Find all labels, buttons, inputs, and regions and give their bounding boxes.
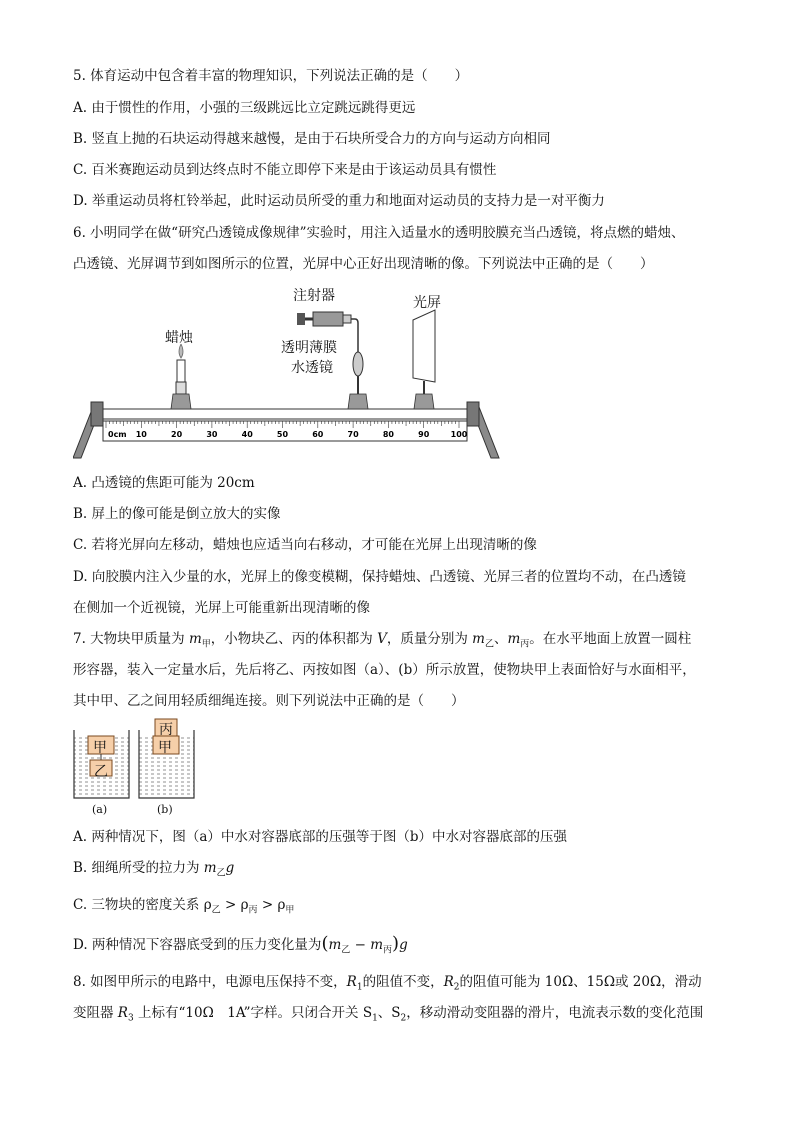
label-lens-line1: 透明薄膜: [281, 340, 337, 356]
caption-b: (b): [157, 803, 173, 816]
q5-stem: 5. 体育运动中包含着丰富的物理知识，下列说法正确的是（ ）: [73, 68, 469, 84]
q7-option-c: C. 三物块的密度关系 $\rho_乙 > \rho_丙 > \rho_甲$: [73, 897, 295, 916]
q7-option-a: A. 两种情况下，图（a）中水对容器底部的压强等于图（b）中水对容器底部的压强: [73, 829, 568, 845]
ruler-tick-label: 40: [241, 430, 253, 439]
label-bing: 丙: [159, 722, 173, 738]
q6-option-d-line1: D. 向胶膜内注入少量的水，光屏上的像变模糊，保持蜡烛、凸透镜、光屏三者的位置均不动，在凸透镜: [73, 569, 686, 585]
ruler-tick-label: 80: [382, 430, 394, 439]
optical-bench-figure: [73, 282, 503, 464]
label-lens-line2: 水透镜: [291, 360, 333, 376]
ruler-tick-label: 0cm: [108, 430, 127, 439]
label-jia-b: 甲: [158, 740, 172, 756]
q6-stem-line1: 6. 小明同学在做“研究凸透镜成像规律”实验时，用注入适量水的透明胶膜充当凸透镜，将点燃的蜡烛、: [73, 225, 685, 241]
label-yi: 乙: [94, 764, 108, 780]
q6-option-d-line2: 在侧加一个近视镜，光屏上可能重新出现清晰的像: [73, 600, 370, 616]
ruler-tick-label: 90: [418, 430, 430, 439]
ruler-tick-label: 20: [171, 430, 183, 439]
q8-stem-line2: 变阻器 $R_3$ 上标有“10Ω 1A”字样。只闭合开关 $S_1$、$S_2$，移动滑动变阻器的滑片，电流表示数的变化范围: [73, 1005, 704, 1024]
q6-option-c: C. 若将光屏向左移动，蜡烛也应适当向右移动，才可能在光屏上出现清晰的像: [73, 537, 537, 553]
ruler-tick-label: 30: [206, 430, 218, 439]
q6-option-a: A. 凸透镜的焦距可能为 20cm: [73, 475, 255, 491]
label-syringe: 注射器: [293, 288, 335, 304]
candle-drawing: [171, 344, 191, 409]
label-candle: 蜡烛: [165, 330, 193, 346]
q7-option-d: D. 两种情况下容器底受到的压力变化量为$(m_乙 - m_丙)g$: [73, 933, 408, 956]
q7-option-b: B. 细绳所受的拉力为 $m_乙g$: [73, 860, 235, 879]
q7-stem-line1: 7. 大物块甲质量为 $m_甲$，小物块乙、丙的体积都为 V，质量分别为 $m_乙$、$m_丙$。在水平地面上放置一圆柱: [73, 631, 692, 650]
ruler-tick-label: 70: [347, 430, 359, 439]
label-screen: 光屏: [413, 295, 441, 311]
ruler-tick-label: 100: [450, 430, 468, 439]
q5-option-c: C. 百米赛跑运动员到达终点时不能立即停下来是由于该运动员具有惯性: [73, 162, 497, 178]
screen-drawing: [413, 310, 435, 409]
containers-figure: [73, 716, 208, 820]
q5-option-b: B. 竖直上抛的石块运动得越来越慢，是由于石块所受合力的方向与运动方向相同: [73, 131, 551, 147]
caption-a: (a): [92, 803, 108, 816]
ruler-tick-label: 50: [276, 430, 289, 439]
q6-option-b: B. 屏上的像可能是倒立放大的实像: [73, 506, 281, 522]
ruler-tick-label: 60: [312, 430, 324, 439]
q7-stem-line3: 其中甲、乙之间用轻质细绳连接。则下列说法中正确的是（ ）: [73, 693, 465, 709]
q6-stem-line2: 凸透镜、光屏调节到如图所示的位置，光屏中心正好出现清晰的像。下列说法中正确的是（ ）: [73, 256, 654, 272]
q5-option-a: A. 由于惯性的作用，小强的三级跳远比立定跳远跳得更远: [73, 100, 416, 116]
q5-option-d: D. 举重运动员将杠铃举起，此时运动员所受的重力和地面对运动员的支持力是一对平衡力: [73, 193, 605, 209]
q7-stem-line2: 形容器，装入一定量水后，先后将乙、丙按如图（a）、(b）所示放置，使物块甲上表面恰好与水面相平，: [73, 662, 696, 678]
label-jia-a: 甲: [93, 740, 107, 756]
ruler-tick-label: 10: [135, 430, 147, 439]
q8-stem-line1: 8. 如图甲所示的电路中，电源电压保持不变，$R_1$的阻值不变，$R_2$的阻值可能为 10Ω、15Ω或 20Ω，滑动: [73, 974, 702, 993]
